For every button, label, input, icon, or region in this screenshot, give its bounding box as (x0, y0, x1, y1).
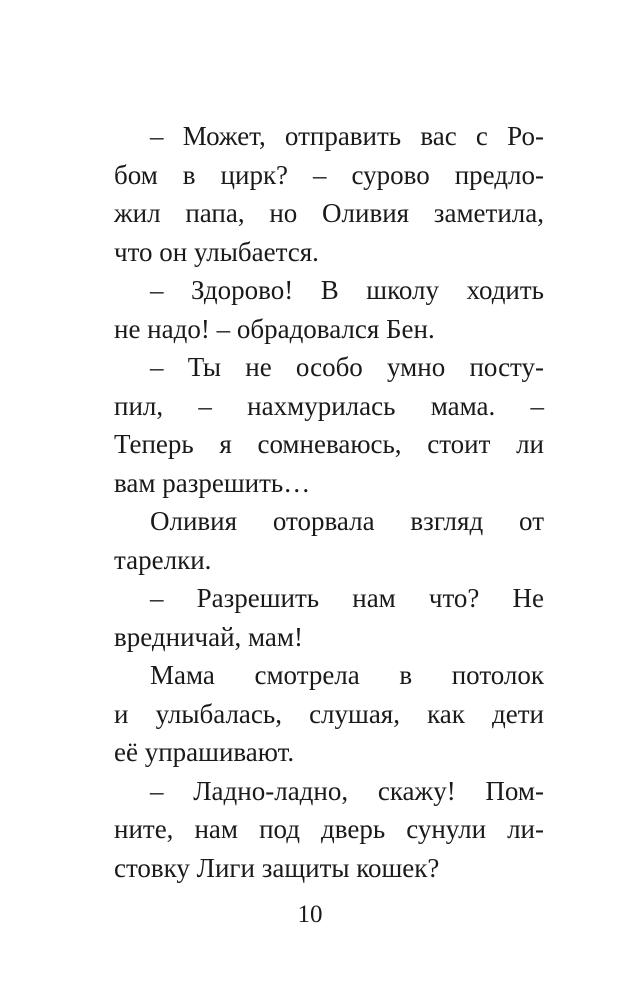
text-line: – Разрешить нам что? Не (150, 583, 544, 613)
text-line: – Ладно-ладно, скажу! Пом- (150, 775, 544, 806)
text-line: её упрашивают. (114, 737, 295, 767)
text-line: тарелки. (114, 544, 212, 575)
text-line: Оливия оторвала взгляд от (150, 506, 544, 536)
text-line: бом в цирк? – сурово предло- (114, 159, 544, 190)
text-line: – Ты не особо умно посту- (150, 352, 544, 382)
text-line: Мама смотрела в потолок (150, 660, 544, 690)
text-line: – Здорово! В школу ходить (150, 275, 544, 305)
text-line: ните, нам под дверь сунули ли- (114, 814, 544, 844)
text-line: Теперь я сомневаюсь, стоит ли (114, 429, 544, 459)
text-line: не надо! – обрадовался Бен. (114, 313, 435, 344)
text-line: вам разрешить… (114, 467, 311, 498)
text-line: вредничай, мам! (114, 621, 303, 652)
text-line: жил папа, но Оливия заметила, (114, 198, 544, 228)
text-line: что он улыбается. (114, 236, 319, 267)
text-line: и улыбалась, слушая, как дети (114, 698, 544, 729)
page-number: 10 (297, 901, 323, 928)
text-line: – Может, отправить вас с Ро- (150, 121, 544, 151)
body-text (114, 117, 544, 887)
text-line: пил, – нахмурилась мама. – (114, 390, 544, 421)
text-line: стовку Лиги защиты кошек? (114, 852, 440, 883)
